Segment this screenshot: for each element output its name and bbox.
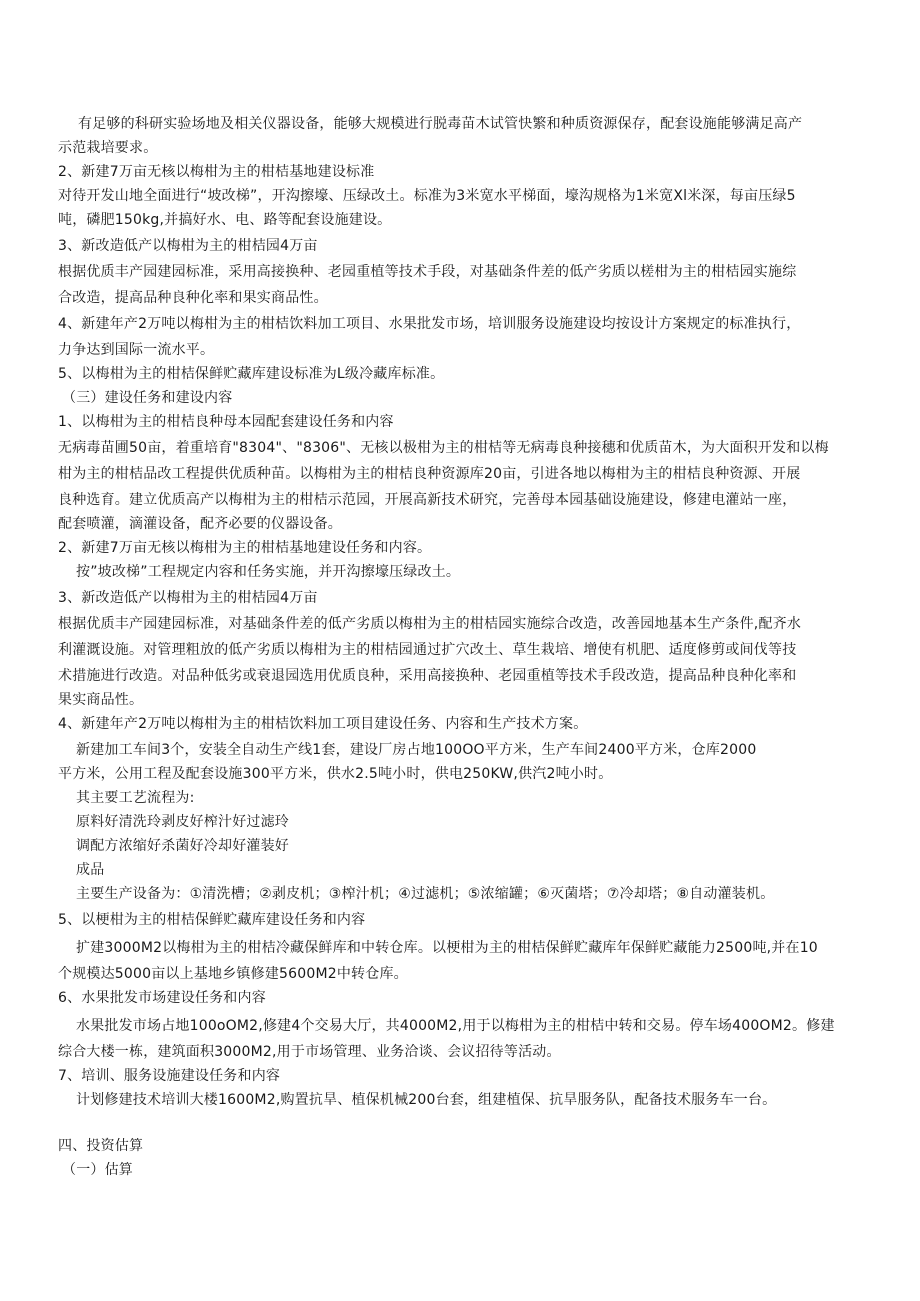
section-heading: 2、新建7万亩无核以梅柑为主的柑桔基地建设标准	[58, 164, 375, 180]
text-line: 配套喷灌，滴灌设备，配齐必要的仪器设备。	[58, 516, 342, 532]
text-line: 有足够的科研实验场地及相关仪器设备，能够大规模进行脱毒苗木试管快繁和种质资源保存，配套设施能够满足高产	[78, 116, 803, 132]
text-line: 利灌溉设施。对管理粗放的低产劣质以梅柑为主的柑桔园通过扩穴改土、草生栽培、增使有机肥、适度修剪或间伐等技	[58, 642, 797, 658]
text-line: 合改造，提高品种良种化率和果实商品性。	[58, 290, 328, 306]
text-line: 果实商品性。	[58, 692, 144, 708]
section-heading: 3、新改造低产以梅柑为主的柑桔园4万亩	[58, 238, 318, 254]
text-line: 良种选育。建立优质高产以梅柑为主的柑桔示范园，开展高新技术研究，完善母本园基础设施建设，修建电灌站一座，	[58, 492, 797, 508]
text-line: 综合大楼一栋，建筑面积3000M2,用于市场管理、业务洽谈、会议招待等活动。	[58, 1044, 561, 1060]
text-line: 其主要工艺流程为:	[76, 790, 195, 806]
text-line: 个规模达5000亩以上基地乡镇修建5600M2中转仓库。	[58, 966, 408, 982]
process-flow-line: 调配方浓缩好杀菌好冷却好灌装好	[76, 838, 289, 854]
text-line: 平方米，公用工程及配套设施300平方米，供水2.5吨小时，供电250KW,供汽2吨小时。	[58, 766, 613, 782]
text-line: 无病毒苗圃50亩，着重培育"8304"、"8306"、无核以极柑为主的柑桔等无病毒良种接穗和优质苗木，为大面积开发和以梅	[58, 440, 829, 456]
section-heading: 5、以梗柑为主的柑桔保鲜贮藏库建设任务和内容	[58, 912, 366, 928]
section-heading: 6、水果批发市场建设任务和内容	[58, 990, 266, 1006]
text-line: 柑为主的柑桔品改工程提供优质种苗。以梅柑为主的柑桔良种资源库20亩，引进各地以梅柑为主的柑桔良种资源、开展	[58, 466, 801, 482]
text-line: 术措施进行改造。对品种低劣或衰退园选用优质良种，采用高接换种、老园重植等技术手段改造，提高品种良种化率和	[58, 668, 797, 684]
text-line: 主要生产设备为：①清洗槽；②剥皮机；③榨汁机；④过滤机；⑤浓缩罐；⑥灭菌塔；⑦冷却塔；⑧自动灌装机。	[76, 886, 775, 902]
text-line: 新建加工车间3个，安装全自动生产线1套，建设厂房占地100OO平方米，生产车间2400平方米，仓库2000	[76, 742, 757, 758]
process-flow-line: 原料好清洗玲剥皮好榨汁好过滤玲	[76, 814, 289, 830]
section-heading: 3、新改造低产以梅柑为主的柑桔园4万亩	[58, 590, 318, 606]
text-line: 示范栽培要求。	[58, 140, 158, 156]
text-line: 计划修建技术培训大楼1600M2,购置抗旱、植保机械200台套，组建植保、抗旱服务队，配备技术服务车一台。	[76, 1092, 777, 1108]
subsection-heading: （一）估算	[62, 1162, 133, 1178]
section-heading: 5、以梅柑为主的柑桔保鲜贮藏库建设标准为L级冷藏库标准。	[58, 366, 445, 382]
text-line: 力争达到国际一流水平。	[58, 342, 215, 358]
chapter-heading: 四、投资估算	[58, 1138, 144, 1154]
section-heading: 7、培训、服务设施建设任务和内容	[58, 1068, 281, 1084]
text-line: 水果批发市场占地100oOM2,修建4个交易大厅，共4000M2,用于以梅柑为主的柑桔中转和交易。停车场400OM2。修建	[76, 1018, 835, 1034]
text-line: 根据优质丰产园建园标准，对基础条件差的低产劣质以梅柑为主的柑桔园实施综合改造，改善园地基本生产条件,配齐水	[58, 616, 802, 632]
section-heading: 4、新建年产2万吨以梅柑为主的柑桔饮料加工项目建设任务、内容和生产技术方案。	[58, 716, 588, 732]
text-line: 吨，磷肥150kg,并搞好水、电、路等配套设施建设。	[58, 212, 392, 228]
section-heading: 4、新建年产2万吨以梅柑为主的柑桔饮料加工项目、水果批发市场，培训服务设施建设均按设计方案规定的标准执行，	[58, 316, 801, 332]
section-heading: 2、新建7万亩无核以梅柑为主的柑桔基地建设任务和内容。	[58, 540, 432, 556]
text-line: 按”坡改梯”工程规定内容和任务实施，并开沟擦壕压绿改土。	[76, 564, 461, 580]
process-flow-line: 成品	[76, 862, 105, 878]
text-line: 根据优质丰产园建园标准，采用高接换种、老园重植等技术手段，对基础条件差的低产劣质以槎柑为主的柑桔园实施综	[58, 264, 797, 280]
section-heading: 1、以梅柑为主的柑桔良种母本园配套建设任务和内容	[58, 414, 394, 430]
text-line: 对待开发山地全面进行“坡改梯”，开沟擦壕、压绿改土。标准为3米宽水平梯面，壕沟规格为1米宽Xl米深，每亩压绿5	[58, 188, 796, 204]
text-line: 扩建3000M2以梅柑为主的柑桔冷藏保鲜库和中转仓库。以梗柑为主的柑桔保鲜贮藏库年保鲜贮藏能力2500吨,并在10	[76, 940, 818, 956]
subsection-heading: （三）建设任务和建设内容	[62, 390, 233, 406]
